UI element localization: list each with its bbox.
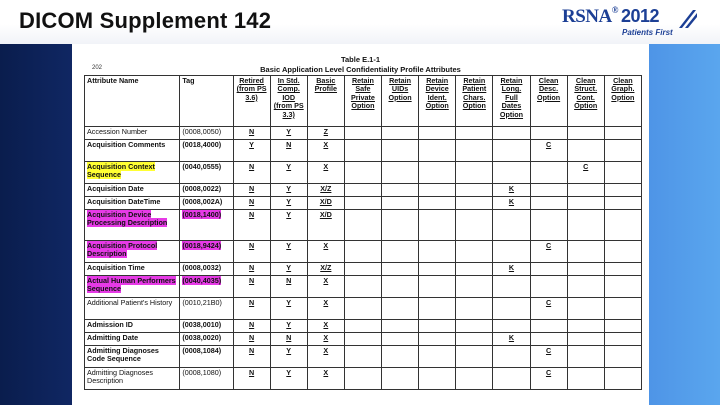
- retired-cell: N: [233, 333, 270, 346]
- basic-cell: X/D: [307, 197, 344, 210]
- tag-cell: (0018,4000): [180, 140, 233, 162]
- struct-cell: [567, 127, 604, 140]
- table-row: [85, 298, 642, 320]
- desc-cell: [530, 333, 567, 346]
- long-cell: [493, 320, 530, 333]
- patient-cell: [456, 346, 493, 368]
- graph-cell: [604, 368, 641, 390]
- tag-cell: (0038,0010): [180, 320, 233, 333]
- struct-cell: [567, 333, 604, 346]
- tag-cell: (0008,1084): [180, 346, 233, 368]
- attributes-table: [84, 75, 642, 390]
- attribute-name-cell: Admitting Date: [85, 333, 180, 346]
- long-cell: K: [493, 197, 530, 210]
- table-row: [85, 210, 642, 241]
- column-header: Clean Struct. Cont. Option: [567, 76, 604, 127]
- uids-cell: [382, 184, 419, 197]
- device-cell: [419, 127, 456, 140]
- uids-cell: [382, 197, 419, 210]
- patient-cell: [456, 127, 493, 140]
- retired-cell: N: [233, 162, 270, 184]
- patient-cell: [456, 197, 493, 210]
- desc-cell: [530, 263, 567, 276]
- desc-cell: C: [530, 298, 567, 320]
- logo-tagline: Patients First: [622, 28, 673, 37]
- struct-cell: [567, 320, 604, 333]
- retired-cell: N: [233, 346, 270, 368]
- logo-brand: RSNA: [562, 6, 612, 27]
- graph-cell: [604, 298, 641, 320]
- table-row: [85, 197, 642, 210]
- std-cell: Y: [270, 127, 307, 140]
- slide-header: [0, 0, 720, 44]
- document-line-number: 202: [92, 65, 103, 71]
- attribute-name-cell: Acquisition Context Sequence: [85, 162, 180, 184]
- table-row: [85, 276, 642, 298]
- attribute-name-cell: Admitting Diagnoses Code Sequence: [85, 346, 180, 368]
- table-row: [85, 368, 642, 390]
- desc-cell: [530, 184, 567, 197]
- attribute-name-cell: Accession Number: [85, 127, 180, 140]
- desc-cell: [530, 127, 567, 140]
- tag-cell: (0008,0032): [180, 263, 233, 276]
- rsna-logo: [560, 6, 700, 40]
- uids-cell: [382, 368, 419, 390]
- safe-cell: [344, 210, 381, 241]
- patient-cell: [456, 276, 493, 298]
- long-cell: [493, 162, 530, 184]
- attribute-name-cell: Acquisition DateTime: [85, 197, 180, 210]
- logo-year: 2012: [620, 6, 660, 26]
- table-row: [85, 127, 642, 140]
- basic-cell: Z: [307, 127, 344, 140]
- column-header: Retain Safe Private Option: [344, 76, 381, 127]
- std-cell: Y: [270, 368, 307, 390]
- graph-cell: [604, 263, 641, 276]
- retired-cell: N: [233, 197, 270, 210]
- uids-cell: [382, 346, 419, 368]
- struct-cell: [567, 184, 604, 197]
- std-cell: N: [270, 276, 307, 298]
- tag-cell: (0010,21B0): [180, 298, 233, 320]
- std-cell: Y: [270, 197, 307, 210]
- retired-cell: N: [233, 127, 270, 140]
- device-cell: [419, 197, 456, 210]
- safe-cell: [344, 346, 381, 368]
- device-cell: [419, 184, 456, 197]
- logo-slash-icon: [676, 8, 698, 30]
- column-header: In Std. Comp. IOD (from PS 3.3): [270, 76, 307, 127]
- safe-cell: [344, 140, 381, 162]
- column-header: Retain Device Ident. Option: [419, 76, 456, 127]
- std-cell: Y: [270, 162, 307, 184]
- attribute-name-cell: Acquisition Date: [85, 184, 180, 197]
- long-cell: [493, 368, 530, 390]
- tag-cell: (0008,0050): [180, 127, 233, 140]
- tag-cell: (0018,1400): [180, 210, 233, 241]
- patient-cell: [456, 241, 493, 263]
- tag-cell: (0008,0022): [180, 184, 233, 197]
- basic-cell: X: [307, 298, 344, 320]
- long-cell: K: [493, 263, 530, 276]
- device-cell: [419, 346, 456, 368]
- basic-cell: X: [307, 320, 344, 333]
- struct-cell: [567, 210, 604, 241]
- device-cell: [419, 162, 456, 184]
- basic-cell: X: [307, 333, 344, 346]
- long-cell: K: [493, 184, 530, 197]
- long-cell: [493, 210, 530, 241]
- std-cell: Y: [270, 241, 307, 263]
- struct-cell: [567, 368, 604, 390]
- retired-cell: N: [233, 368, 270, 390]
- graph-cell: [604, 197, 641, 210]
- desc-cell: C: [530, 368, 567, 390]
- retired-cell: N: [233, 298, 270, 320]
- desc-cell: C: [530, 241, 567, 263]
- retired-cell: N: [233, 210, 270, 241]
- table-row: [85, 320, 642, 333]
- patient-cell: [456, 320, 493, 333]
- uids-cell: [382, 276, 419, 298]
- safe-cell: [344, 263, 381, 276]
- column-header: Clean Graph. Option: [604, 76, 641, 127]
- attribute-name-cell: Acquisition Time: [85, 263, 180, 276]
- basic-cell: X: [307, 368, 344, 390]
- uids-cell: [382, 162, 419, 184]
- safe-cell: [344, 127, 381, 140]
- std-cell: N: [270, 333, 307, 346]
- struct-cell: [567, 263, 604, 276]
- long-cell: [493, 276, 530, 298]
- table-body: [85, 127, 642, 390]
- table-subtitle: Basic Application Level Confidentiality Profile Attributes: [260, 65, 461, 74]
- table-row: [85, 184, 642, 197]
- patient-cell: [456, 263, 493, 276]
- graph-cell: [604, 140, 641, 162]
- struct-cell: [567, 276, 604, 298]
- desc-cell: [530, 197, 567, 210]
- uids-cell: [382, 241, 419, 263]
- safe-cell: [344, 241, 381, 263]
- safe-cell: [344, 298, 381, 320]
- std-cell: Y: [270, 298, 307, 320]
- patient-cell: [456, 368, 493, 390]
- graph-cell: [604, 320, 641, 333]
- uids-cell: [382, 263, 419, 276]
- basic-cell: X/Z: [307, 184, 344, 197]
- attribute-name-cell: Admitting Diagnoses Description: [85, 368, 180, 390]
- uids-cell: [382, 127, 419, 140]
- device-cell: [419, 140, 456, 162]
- graph-cell: [604, 162, 641, 184]
- long-cell: [493, 298, 530, 320]
- device-cell: [419, 368, 456, 390]
- safe-cell: [344, 184, 381, 197]
- graph-cell: [604, 276, 641, 298]
- column-header: Retain Long. Full Dates Option: [493, 76, 530, 127]
- basic-cell: X/Z: [307, 263, 344, 276]
- device-cell: [419, 333, 456, 346]
- basic-cell: X: [307, 140, 344, 162]
- long-cell: [493, 140, 530, 162]
- uids-cell: [382, 298, 419, 320]
- logo-registered-mark: ®: [611, 5, 618, 15]
- graph-cell: [604, 333, 641, 346]
- attribute-name-cell: Acquisition Comments: [85, 140, 180, 162]
- desc-cell: [530, 210, 567, 241]
- std-cell: Y: [270, 320, 307, 333]
- patient-cell: [456, 140, 493, 162]
- tag-cell: (0008,002A): [180, 197, 233, 210]
- basic-cell: X/D: [307, 210, 344, 241]
- long-cell: [493, 346, 530, 368]
- tag-cell: (0008,1080): [180, 368, 233, 390]
- column-header: Attribute Name: [85, 76, 180, 127]
- tag-cell: (0018,9424): [180, 241, 233, 263]
- basic-cell: X: [307, 241, 344, 263]
- retired-cell: N: [233, 276, 270, 298]
- retired-cell: N: [233, 263, 270, 276]
- table-header-row: [85, 76, 642, 127]
- patient-cell: [456, 333, 493, 346]
- table-row: [85, 241, 642, 263]
- graph-cell: [604, 241, 641, 263]
- struct-cell: [567, 346, 604, 368]
- device-cell: [419, 276, 456, 298]
- retired-cell: N: [233, 320, 270, 333]
- safe-cell: [344, 333, 381, 346]
- graph-cell: [604, 346, 641, 368]
- std-cell: Y: [270, 184, 307, 197]
- std-cell: Y: [270, 346, 307, 368]
- desc-cell: [530, 162, 567, 184]
- column-header: Retired (from PS 3.6): [233, 76, 270, 127]
- column-header: Tag: [180, 76, 233, 127]
- desc-cell: C: [530, 346, 567, 368]
- device-cell: [419, 263, 456, 276]
- slide-title: DICOM Supplement 142: [19, 8, 272, 33]
- column-header: Retain UIDs Option: [382, 76, 419, 127]
- attribute-name-cell: Admission ID: [85, 320, 180, 333]
- patient-cell: [456, 298, 493, 320]
- basic-cell: X: [307, 346, 344, 368]
- safe-cell: [344, 162, 381, 184]
- tag-cell: (0038,0020): [180, 333, 233, 346]
- device-cell: [419, 241, 456, 263]
- device-cell: [419, 298, 456, 320]
- attribute-name-cell: Acquisition Protocol Description: [85, 241, 180, 263]
- table-row: [85, 140, 642, 162]
- column-header: Retain Patient Chars. Option: [456, 76, 493, 127]
- desc-cell: C: [530, 140, 567, 162]
- attribute-name-cell: Actual Human Performers Sequence: [85, 276, 180, 298]
- table-row: [85, 162, 642, 184]
- struct-cell: C: [567, 162, 604, 184]
- device-cell: [419, 320, 456, 333]
- std-cell: Y: [270, 263, 307, 276]
- retired-cell: N: [233, 241, 270, 263]
- column-header: Clean Desc. Option: [530, 76, 567, 127]
- tag-cell: (0040,0555): [180, 162, 233, 184]
- document-page: [72, 44, 649, 405]
- safe-cell: [344, 197, 381, 210]
- graph-cell: [604, 184, 641, 197]
- table-row: [85, 346, 642, 368]
- graph-cell: [604, 127, 641, 140]
- uids-cell: [382, 210, 419, 241]
- retired-cell: Y: [233, 140, 270, 162]
- attribute-name-cell: Acquisition Device Processing Description: [85, 210, 180, 241]
- retired-cell: N: [233, 184, 270, 197]
- tag-cell: (0040,4035): [180, 276, 233, 298]
- table-row: [85, 333, 642, 346]
- long-cell: [493, 241, 530, 263]
- uids-cell: [382, 320, 419, 333]
- table-title: Table E.1-1: [340, 55, 381, 64]
- uids-cell: [382, 140, 419, 162]
- safe-cell: [344, 276, 381, 298]
- table-row: [85, 263, 642, 276]
- std-cell: N: [270, 140, 307, 162]
- patient-cell: [456, 162, 493, 184]
- struct-cell: [567, 241, 604, 263]
- struct-cell: [567, 197, 604, 210]
- std-cell: Y: [270, 210, 307, 241]
- attribute-name-cell: Additional Patient's History: [85, 298, 180, 320]
- struct-cell: [567, 298, 604, 320]
- patient-cell: [456, 210, 493, 241]
- safe-cell: [344, 320, 381, 333]
- desc-cell: [530, 320, 567, 333]
- long-cell: [493, 127, 530, 140]
- patient-cell: [456, 184, 493, 197]
- desc-cell: [530, 276, 567, 298]
- basic-cell: X: [307, 276, 344, 298]
- long-cell: K: [493, 333, 530, 346]
- logo-wordmark: [562, 6, 659, 28]
- graph-cell: [604, 210, 641, 241]
- struct-cell: [567, 140, 604, 162]
- basic-cell: X: [307, 162, 344, 184]
- device-cell: [419, 210, 456, 241]
- safe-cell: [344, 368, 381, 390]
- uids-cell: [382, 333, 419, 346]
- column-header: Basic Profile: [307, 76, 344, 127]
